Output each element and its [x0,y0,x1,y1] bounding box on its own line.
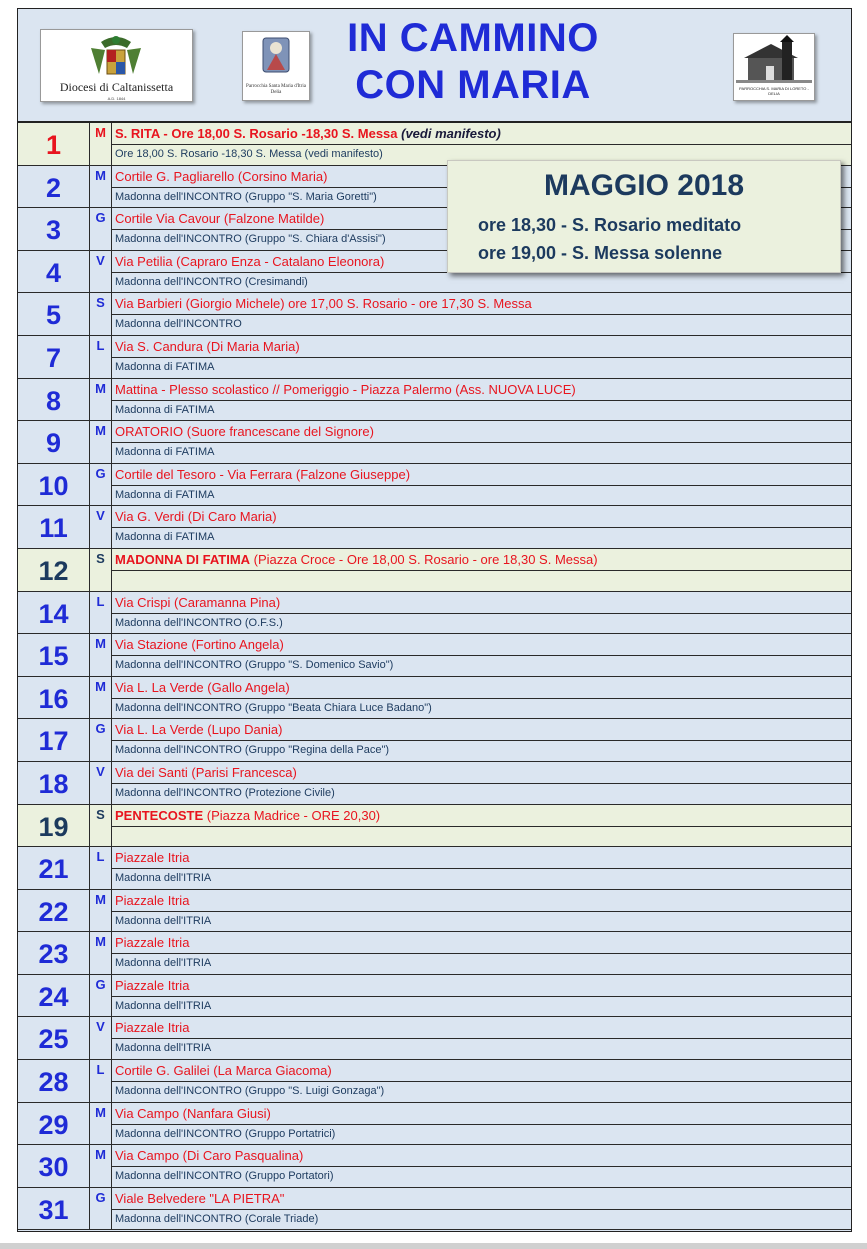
event-cell [112,123,851,165]
weekday-letter: M [90,932,112,974]
event-place [115,893,847,908]
day-number: 11 [18,506,90,548]
day-number: 16 [18,677,90,719]
event-cell [112,506,851,548]
table-row [18,336,851,379]
table-row [18,975,851,1018]
day-number: 12 [18,549,90,591]
event-madonna: Madonna dell'INCONTRO (Gruppo "S. Maria Goretti") [112,187,851,208]
event-place [115,424,847,439]
diocese-name: Diocesi di Caltanissetta [59,80,174,94]
info-month-title: MAGGIO 2018 [543,169,745,202]
day-number: 7 [18,336,90,378]
event-madonna: Madonna di FATIMA [112,485,851,506]
table-row [18,592,851,635]
table-row [18,805,851,848]
event-place [115,339,847,354]
table-row [18,677,851,720]
event-place [115,637,847,652]
event-place [115,1191,847,1206]
weekday-letter: G [90,208,112,250]
day-number: 25 [18,1017,90,1059]
event-location: Via Barbieri (Giorgio Michele) ore 17,00 S. Rosario - ore 17,30 S. Messa [115,296,532,312]
event-location: Cortile del Tesoro - Via Ferrara (Falzone Giuseppe) [115,466,411,482]
day-number: 19 [18,805,90,847]
weekday-letter: M [90,1103,112,1145]
event-place [115,552,847,567]
event-location: (Piazza Croce - Ore 18,00 S. Rosario - ore 18,30 S. Messa) [250,551,598,567]
event-place [115,1106,847,1121]
event-cell [112,890,851,932]
weekday-letter: S [90,549,112,591]
parish-itria-name: Parrocchia Santa Maria d'Itria Delia [246,84,306,95]
event-cell [112,592,851,634]
table-row [18,506,851,549]
weekday-letter: S [90,293,112,335]
day-number: 21 [18,847,90,889]
event-title: PENTECOSTE [115,807,204,823]
weekday-letter: M [90,1145,112,1187]
bottom-bar [0,1243,867,1249]
day-number: 22 [18,890,90,932]
event-location: Cortile Via Cavour (Falzone Matilde) [115,211,325,227]
day-number: 5 [18,293,90,335]
day-number: 18 [18,762,90,804]
event-place [115,978,847,993]
event-madonna: Madonna dell'INCONTRO (Gruppo "S. Domenico Savio") [112,655,851,676]
event-madonna: Madonna dell'INCONTRO (Gruppo Portatrici) [112,1124,851,1145]
event-cell [112,421,851,463]
table-row [18,421,851,464]
event-madonna: Madonna di FATIMA [112,400,851,421]
day-number: 14 [18,592,90,634]
event-location: Via S. Candura (Di Maria Maria) [115,338,300,354]
event-place [115,680,847,695]
event-place [115,935,847,950]
day-number: 31 [18,1188,90,1230]
weekday-letter: G [90,1188,112,1230]
event-place [115,1148,847,1163]
day-number: 1 [18,123,90,165]
event-cell [112,847,851,889]
event-madonna: Madonna dell'INCONTRO (Gruppo "S. Luigi Gonzaga") [112,1081,851,1102]
weekday-letter: M [90,166,112,208]
event-cell [112,1060,851,1102]
info-box [447,160,841,273]
event-cell [112,677,851,719]
event-place [115,509,847,524]
weekday-letter: V [90,1017,112,1059]
table-row [18,379,851,422]
event-madonna: Madonna dell'INCONTRO (Cresimandi) [112,272,851,293]
event-location: Via dei Santi (Parisi Francesca) [115,764,297,780]
event-location: Viale Belvedere "LA PIETRA" [115,1190,285,1206]
event-cell [112,634,851,676]
event-madonna: Madonna di FATIMA [112,357,851,378]
event-location: Via G. Verdi (Di Caro Maria) [115,509,277,525]
table-row [18,634,851,677]
event-place [115,765,847,780]
page-title [333,15,613,109]
table-row [18,1017,851,1060]
weekday-letter: V [90,506,112,548]
event-cell [112,975,851,1017]
event-location: Piazzale Itria [115,935,190,951]
table-row [18,1103,851,1146]
day-number: 3 [18,208,90,250]
event-madonna: Madonna dell'ITRIA [112,911,851,932]
event-place [115,1063,847,1078]
event-madonna: Madonna dell'ITRIA [112,953,851,974]
event-madonna: Madonna dell'INCONTRO (O.F.S.) [112,613,851,634]
event-location: Via Campo (Di Caro Pasqualina) [115,1148,304,1164]
parish-loreto-logo [733,33,815,101]
event-place [115,1020,847,1035]
event-madonna: Madonna dell'ITRIA [112,996,851,1017]
table-row [18,464,851,507]
church-icon [734,34,814,86]
event-location: Piazzale Itria [115,892,190,908]
title-line-2: CON MARIA [355,63,591,107]
day-number: 2 [18,166,90,208]
table-row [18,847,851,890]
table-row [18,1060,851,1103]
weekday-letter: S [90,805,112,847]
info-mass-time: ore 19,00 - S. Messa solenne [478,243,723,263]
table-row [18,293,851,336]
weekday-letter: G [90,719,112,761]
event-place [115,296,847,311]
table-row [18,1188,851,1231]
table-row [18,890,851,933]
event-madonna: Madonna dell'INCONTRO (Corale Triade) [112,1209,851,1230]
weekday-letter: V [90,762,112,804]
event-location: Piazzale Itria [115,1020,190,1036]
event-cell [112,293,851,335]
event-madonna: Madonna dell'ITRIA [112,1038,851,1059]
title-line-1: IN CAMMINO [347,16,599,60]
event-madonna [112,826,851,847]
event-location: Via Campo (Nanfara Giusi) [115,1105,271,1121]
event-madonna: Madonna dell'INCONTRO (Gruppo "S. Chiara d'Assisi") [112,229,851,250]
event-cell [112,719,851,761]
weekday-letter: L [90,1060,112,1102]
day-number: 24 [18,975,90,1017]
weekday-letter: M [90,421,112,463]
event-cell [112,1017,851,1059]
event-madonna: Madonna dell'INCONTRO (Gruppo "Regina della Pace") [112,740,851,761]
event-place [115,808,847,823]
event-note: (vedi manifesto) [401,126,501,141]
weekday-letter: M [90,123,112,165]
event-location: Via Petilia (Capraro Enza - Catalano Eleonora) [115,253,385,269]
event-cell [112,464,851,506]
info-rosary-time: ore 18,30 - S. Rosario meditato [478,215,742,235]
parish-itria-logo [242,31,310,101]
weekday-letter: G [90,975,112,1017]
weekday-letter: L [90,847,112,889]
schedule-table [18,123,851,1230]
day-number: 9 [18,421,90,463]
day-number: 8 [18,379,90,421]
event-location: Piazzale Itria [115,850,190,866]
diocese-year: A.D. 1844 [107,96,126,101]
table-row [18,549,851,592]
weekday-letter: M [90,890,112,932]
event-cell [112,336,851,378]
event-place [115,722,847,737]
table-row [18,719,851,762]
event-location: (Piazza Madrice - ORE 20,30) [203,807,381,823]
event-location: Via Crispi (Caramanna Pina) [115,594,281,610]
event-cell [112,549,851,591]
event-cell [112,1188,851,1230]
event-location: ORATORIO (Suore francescane del Signore) [115,424,374,440]
event-location: Via Stazione (Fortino Angela) [115,637,284,653]
event-place [115,595,847,610]
event-cell [112,1145,851,1187]
day-number: 4 [18,251,90,293]
header [18,9,851,123]
event-place [115,382,847,397]
event-cell [112,379,851,421]
weekday-letter: M [90,677,112,719]
event-cell [112,762,851,804]
event-place [115,850,847,865]
event-location: Via L. La Verde (Lupo Dania) [115,722,283,738]
event-madonna: Madonna dell'ITRIA [112,868,851,889]
weekday-letter: V [90,251,112,293]
day-number: 23 [18,932,90,974]
event-madonna: Madonna di FATIMA [112,527,851,548]
event-cell [112,805,851,847]
event-cell [112,932,851,974]
event-place [115,126,847,141]
table-row [18,762,851,805]
event-madonna: Madonna dell'INCONTRO (Gruppo "Beata Chiara Luce Badano") [112,698,851,719]
event-location: Piazzale Itria [115,977,190,993]
event-location: Via L. La Verde (Gallo Angela) [115,679,290,695]
event-location: Mattina - Plesso scolastico // Pomeriggio - Piazza Palermo (Ass. NUOVA LUCE) [115,381,576,397]
table-row [18,932,851,975]
day-number: 30 [18,1145,90,1187]
weekday-letter: L [90,336,112,378]
day-number: 29 [18,1103,90,1145]
day-number: 28 [18,1060,90,1102]
day-number: 15 [18,634,90,676]
event-madonna: Madonna di FATIMA [112,442,851,463]
event-place [115,467,847,482]
event-madonna: Madonna dell'INCONTRO (Protezione Civile) [112,783,851,804]
event-madonna: Madonna dell'INCONTRO [112,314,851,335]
event-madonna: Ore 18,00 S. Rosario -18,30 S. Messa (vedi manifesto) [112,144,851,165]
weekday-letter: M [90,634,112,676]
event-location: Cortile G. Pagliarello (Corsino Maria) [115,168,328,184]
event-madonna: Madonna dell'INCONTRO (Gruppo Portatori) [112,1166,851,1187]
table-row [18,1145,851,1188]
diocese-logo [40,29,193,102]
event-cell [112,1103,851,1145]
event-title: MADONNA DI FATIMA [115,551,251,567]
day-number: 10 [18,464,90,506]
weekday-letter: G [90,464,112,506]
parish-loreto-name: PARROCCHIA S. MARIA DI LORETO - DELIA [739,86,809,96]
event-madonna [112,570,851,591]
event-location: Cortile G. Galilei (La Marca Giacoma) [115,1063,332,1079]
weekday-letter: M [90,379,112,421]
weekday-letter: L [90,592,112,634]
event-location: S. RITA - Ore 18,00 S. Rosario -18,30 S. Messa [115,126,402,141]
madonna-emblem-icon [243,32,309,80]
day-number: 17 [18,719,90,761]
